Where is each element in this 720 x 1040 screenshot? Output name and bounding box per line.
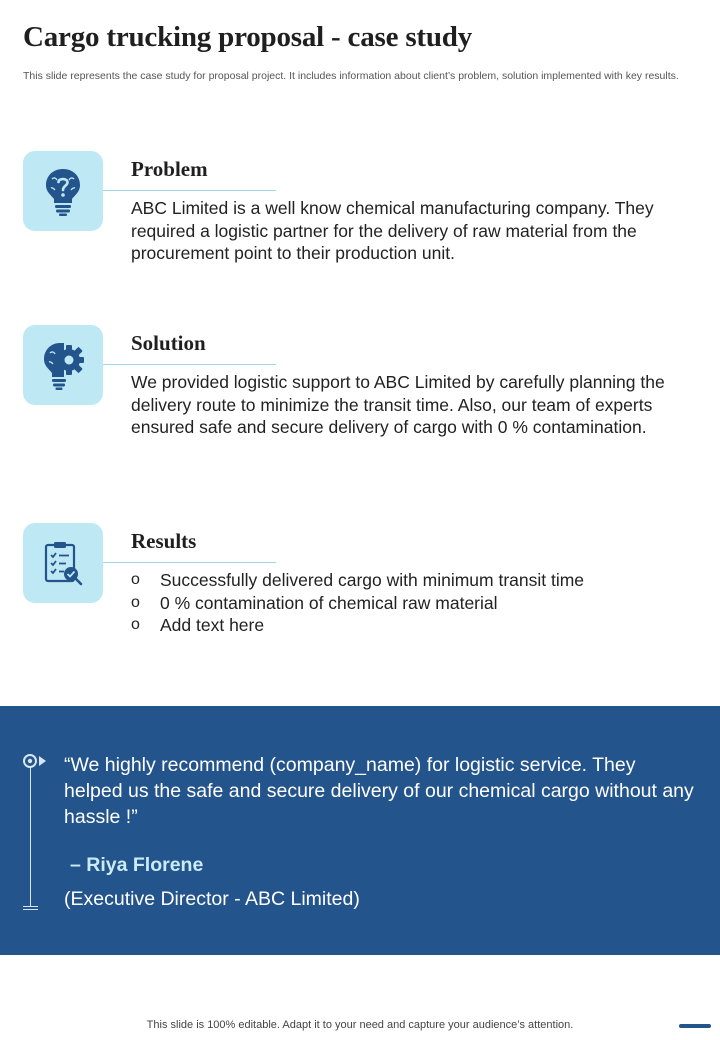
- gear-bulb-icon: [39, 339, 87, 391]
- brain-question-bulb-icon: [41, 166, 85, 216]
- testimonial-quote: “We highly recommend (company_name) for logistic service. They helped us the safe and secure delivery of our chemical cargo without any hassle !”: [64, 754, 694, 828]
- page-title: Cargo trucking proposal - case study: [23, 21, 473, 53]
- solution-body: We provided logistic support to ABC Limited by carefully planning the delivery route to minimize the transit time. Also, our team of experts ensured safe and secure delivery of cargo with 0 % contamination.: [131, 372, 665, 437]
- results-title: Results: [131, 529, 197, 553]
- clipboard-check-icon: [43, 540, 83, 586]
- testimonial-author: – Riya Florene: [70, 854, 204, 876]
- results-divider: [103, 562, 276, 563]
- page-subtitle: This slide represents the case study for proposal project. It includes information about client’s problem, solution implemented with key results.: [23, 70, 679, 82]
- problem-body: ABC Limited is a well know chemical manufacturing company. They required a logistic partner for the delivery of raw material from the procurement point to their production unit.: [131, 198, 654, 263]
- target-marker-icon: [22, 753, 50, 774]
- solution-divider: [103, 364, 276, 365]
- testimonial-panel: [0, 706, 720, 955]
- list-item: o Add text here: [131, 614, 691, 637]
- problem-divider: [103, 190, 276, 191]
- problem-title: Problem: [131, 157, 208, 181]
- testimonial-role: (Executive Director - ABC Limited): [64, 888, 360, 910]
- problem-icon-box: [23, 151, 103, 231]
- results-list: [131, 569, 691, 637]
- footer-note: This slide is 100% editable. Adapt it to your need and capture your audience’s attention.: [146, 1019, 574, 1031]
- list-item: o 0 % contamination of chemical raw material: [131, 592, 691, 615]
- solution-title: Solution: [131, 331, 206, 355]
- list-item: o Successfully delivered cargo with minimum transit time: [131, 569, 691, 592]
- testimonial-vertical-line: [30, 766, 31, 906]
- testimonial-line-base-2: [23, 909, 38, 910]
- results-icon-box: [23, 523, 103, 603]
- footer-accent-bar: [679, 1024, 711, 1028]
- testimonial-line-base: [23, 906, 38, 907]
- solution-icon-box: [23, 325, 103, 405]
